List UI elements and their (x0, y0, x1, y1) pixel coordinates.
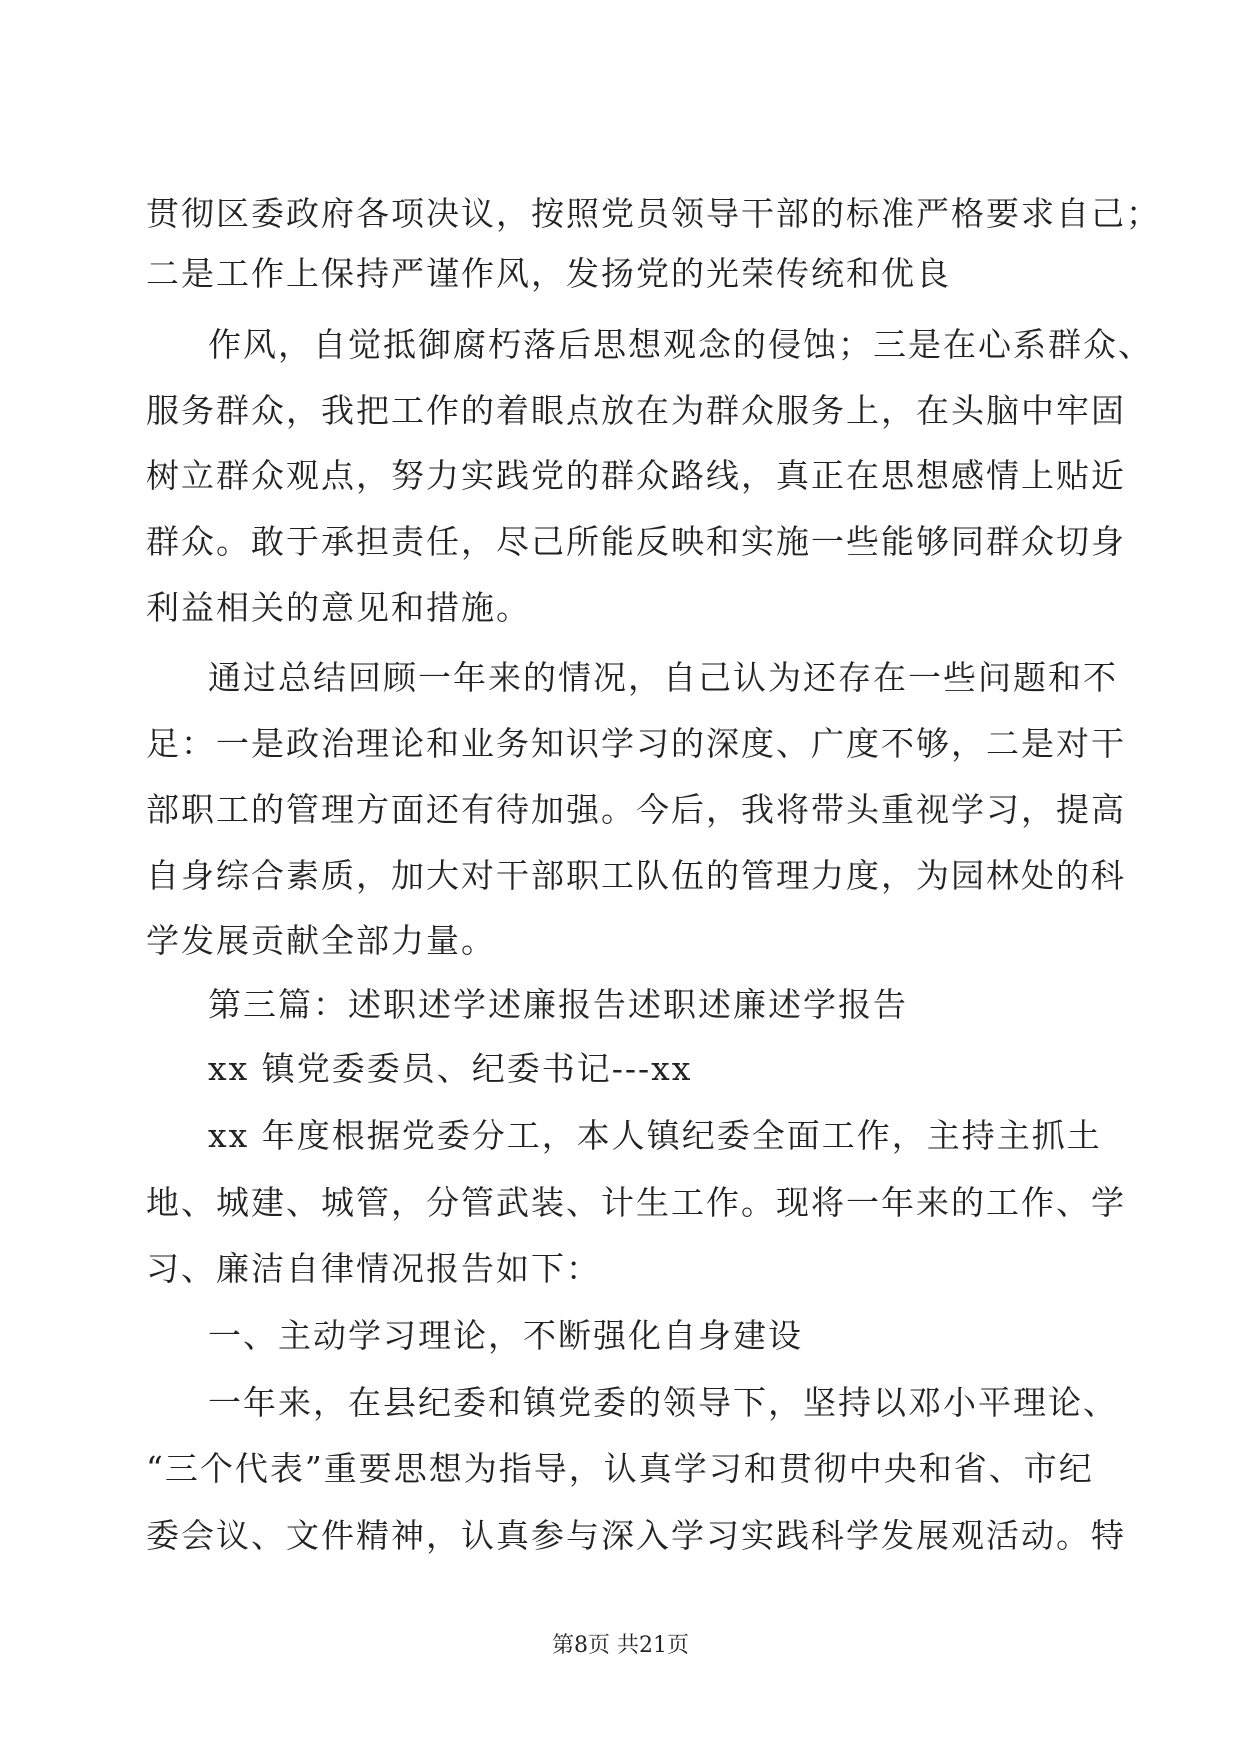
paragraph-line: 服务群众，我把工作的着眼点放在为群众服务上，在头脑中牢固 (146, 391, 1126, 430)
subheading: 一、主动学习理论，不断强化自身建设 (208, 1316, 803, 1355)
paragraph-line: 学发展贡献全部力量。 (146, 921, 496, 960)
paragraph-line: 部职工的管理方面还有待加强。今后，我将带头重视学习，提高 (146, 790, 1126, 829)
paragraph-line: “三个代表”重要思想为指导，认真学习和贯彻中央和省、市纪 (146, 1449, 1094, 1488)
paragraph-line: 贯彻区委政府各项决议，按照党员领导干部的标准严格要求自己； (146, 194, 1161, 233)
paragraph-line: 一年来，在县纪委和镇党委的领导下，坚持以邓小平理论、 (208, 1383, 1118, 1422)
paragraph-line: 习、廉洁自律情况报告如下： (146, 1249, 601, 1288)
paragraph-line: 自身综合素质，加大对干部职工队伍的管理力度，为园林处的科 (146, 856, 1126, 895)
paragraph-line: xx 年度根据党委分工，本人镇纪委全面工作，主持主抓土 (208, 1116, 1102, 1155)
paragraph-line: 利益相关的意见和措施。 (146, 588, 531, 627)
section-heading: 第三篇：述职述学述廉报告述职述廉述学报告 (208, 985, 908, 1024)
paragraph-line: 二是工作上保持严谨作风，发扬党的光荣传统和优良 (146, 254, 951, 293)
page-number-footer: 第8页 共21页 (552, 1633, 689, 1658)
paragraph-line: 委会议、文件精神，认真参与深入学习实践科学发展观活动。特 (146, 1516, 1126, 1555)
paragraph-line: 作风，自觉抵御腐朽落后思想观念的侵蚀；三是在心系群众、 (208, 325, 1153, 364)
paragraph-line: 足：一是政治理论和业务知识学习的深度、广度不够，二是对干 (146, 724, 1126, 763)
paragraph-line: 通过总结回顾一年来的情况，自己认为还存在一些问题和不 (208, 658, 1118, 697)
paragraph-line: 树立群众观点，努力实践党的群众路线，真正在思想感情上贴近 (146, 456, 1126, 495)
paragraph-line: 地、城建、城管，分管武装、计生工作。现将一年来的工作、学 (146, 1183, 1126, 1222)
author-line: xx 镇党委委员、纪委书记---xx (208, 1049, 693, 1088)
paragraph-line: 群众。敢于承担责任，尽己所能反映和实施一些能够同群众切身 (146, 522, 1126, 561)
